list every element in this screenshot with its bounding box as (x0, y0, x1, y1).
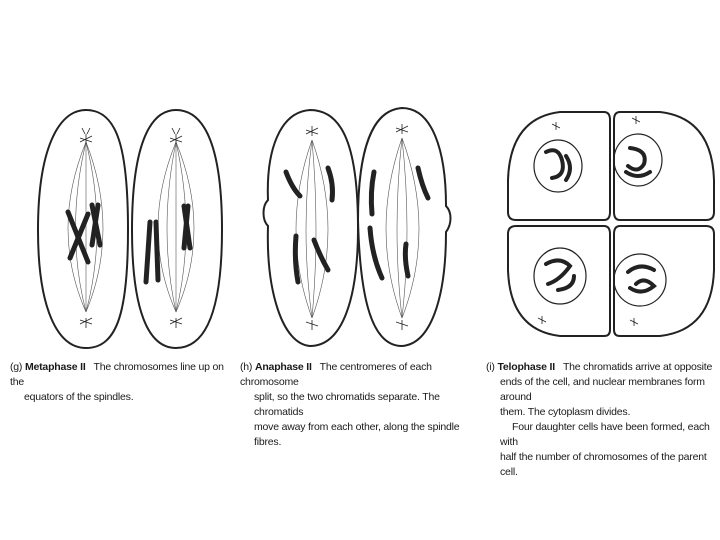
caption-tag: (g) (10, 361, 23, 373)
caption-line: split, so the two chromatids separate. The chromatids (254, 391, 440, 418)
caption-line: them. The cytoplasm divides. (500, 406, 631, 418)
caption-title: Anaphase II (254, 361, 312, 373)
caption-line: The chromosomes line up on the (10, 361, 224, 388)
caption-anaphase-ii (240, 360, 472, 450)
caption-tag: (i) (486, 361, 495, 373)
telophase-cell-bottom-left (508, 226, 610, 336)
caption-line: The chromatids arrive at opposite (562, 361, 713, 373)
telophase-cell-bottom-right (614, 226, 714, 336)
caption-title: Metaphase II (24, 361, 86, 373)
caption-line: move away from each other, along the spindle fibres. (254, 421, 460, 448)
caption-metaphase-ii (10, 360, 240, 405)
caption-line: Four daughter cells have been formed, each with (500, 421, 710, 448)
telophase-cell-top-left (508, 112, 610, 220)
caption-tag: (h) (240, 361, 253, 373)
caption-title: Telophase II (497, 361, 555, 373)
caption-telophase-ii (486, 360, 718, 480)
caption-line: equators of the spindles. (24, 391, 134, 403)
caption-line: The centromeres of each chromosome (240, 361, 432, 388)
caption-line: ends of the cell, and nuclear membranes form around (500, 376, 705, 403)
caption-line: half the number of chromosomes of the parent cell. (500, 451, 707, 478)
